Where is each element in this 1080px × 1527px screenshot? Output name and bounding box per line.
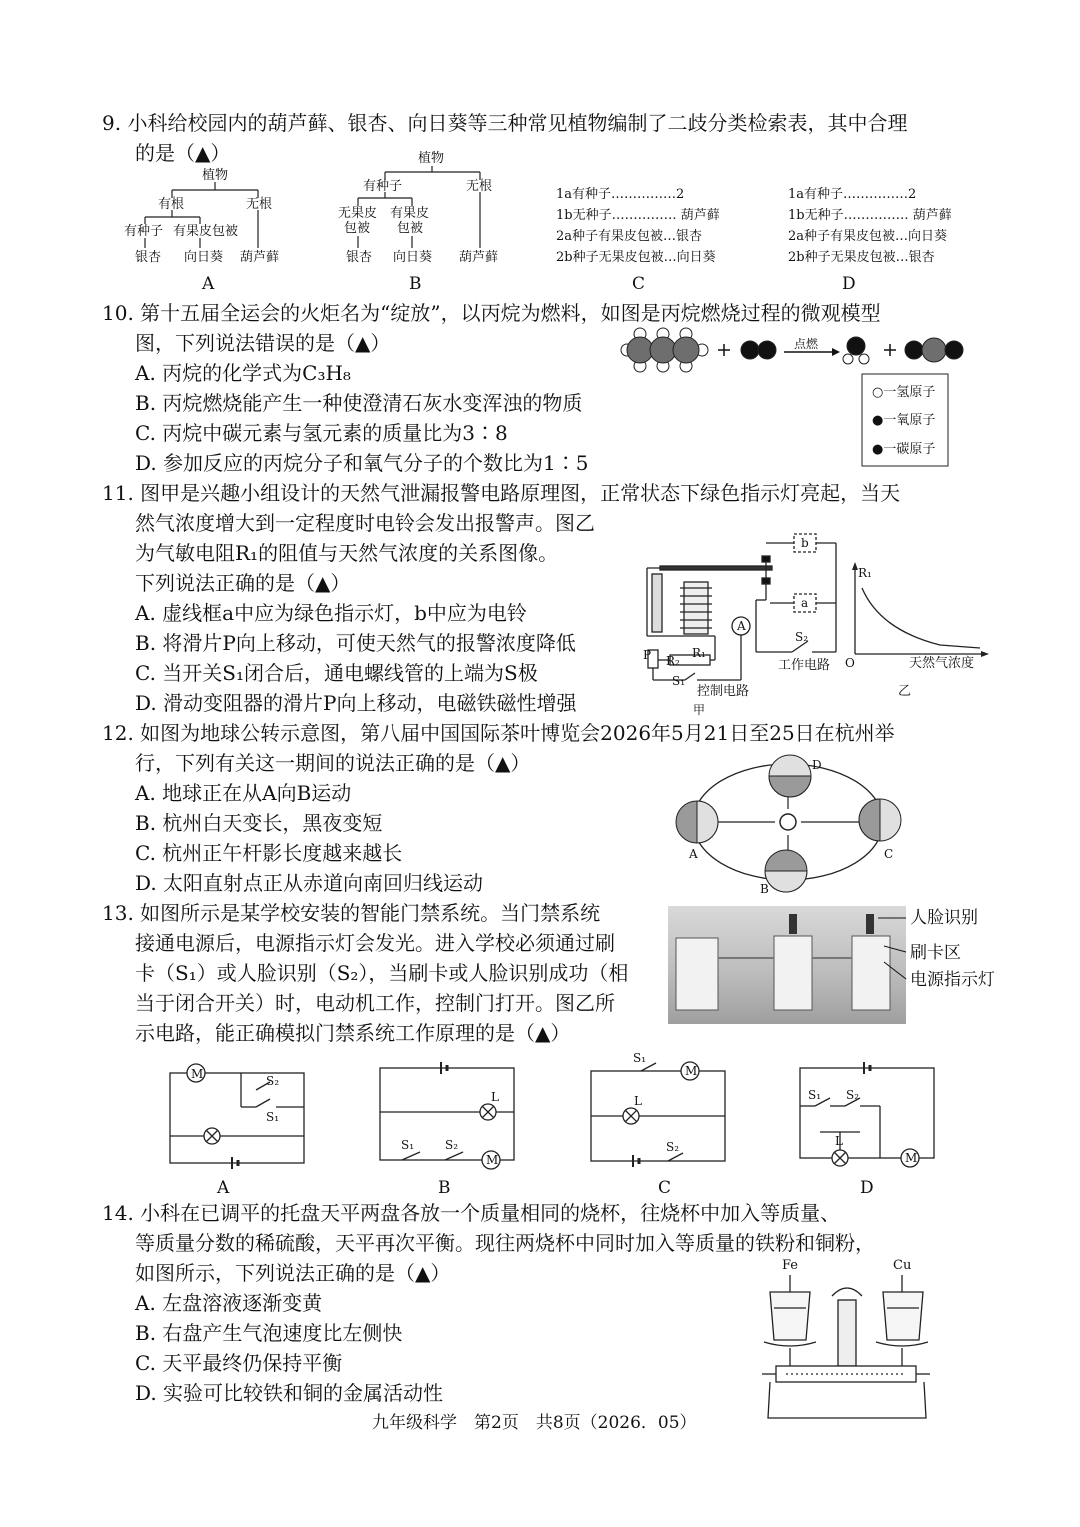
q10-option-d: D. 参加反应的丙烷分子和氧气分子的个数比为1∶5 [135,451,589,475]
q13-a-s1: S₁ [266,1110,280,1124]
q11-stem-line4: 下列说法正确的是（▲） [135,571,351,595]
q11-box-a: a [801,596,809,610]
q9-c-line3: 2a种子有果皮包被…银杏 [556,229,703,244]
q13-stem-line5: 示电路，能正确模拟门禁系统工作原理的是（▲） [135,1021,571,1045]
q11-label-yi: 乙 [898,684,912,699]
q12-stem-line1: 12. 如图为地球公转示意图，第八届中国国际茶叶博览会2026年5月21日至25日在杭州举 [102,721,895,745]
q9-c-line2: 1b无种子…………… 葫芦藓 [556,208,720,223]
q13-a-motor: M [191,1067,204,1081]
q11-ammeter: A [737,619,746,633]
q13-d-motor: M [905,1151,918,1165]
q9-d-label: D [842,274,856,294]
q9-b-label: B [409,274,422,294]
q12-label-b: B [760,882,769,896]
q11-option-c: C. 当开关S₁闭合后，通电螺线管的上端为S极 [135,661,538,685]
q14-stem-line3: 如图所示，下列说法正确的是（▲） [135,1261,451,1285]
q14-label-fe: Fe [782,1258,799,1273]
q9-c-line1: 1a有种子……………2 [556,187,685,202]
q9-a-no-root: 无根 [246,197,273,212]
q13-c-s2: S₂ [666,1140,680,1154]
q9-d-line3: 2a种子有果皮包被…向日葵 [788,229,948,244]
q9-a-has-root: 有根 [158,197,185,212]
q13-stem-line4: 当于闭合开关）时，电动机工作，控制门打开。图乙所 [135,991,615,1015]
q13-d-lamp: L [835,1134,843,1148]
q9-a-has-peel: 有果皮包被 [173,224,239,239]
q10-option-a: A. 丙烷的化学式为C₃H₈ [135,361,351,385]
q13-label-face: 人脸识别 [910,908,978,928]
q13-circuit-a-label: A [217,1178,230,1198]
q13-stem-line1: 13. 如图所示是某学校安装的智能门禁系统。当门禁系统 [102,901,601,925]
q13-circuit-b-label: B [438,1178,451,1198]
q14-stem-line1: 14. 小科在已调平的托盘天平两盘各放一个质量相同的烧杯，往烧杯中加入等质量、 [102,1201,841,1225]
q11-stem-line3: 为气敏电阻R₁的阻值与天然气浓度的关系图像。 [135,541,559,565]
q9-b-has-peel-1: 有果皮 [390,206,430,221]
q13-label-card: 刷卡区 [910,943,961,963]
q12-option-d: D. 太阳直射点正从赤道向南回归线运动 [135,871,484,895]
q11-slider-p: P [643,648,652,662]
q11-switch-s2: S₂ [795,630,809,644]
q10-stem-line1: 10. 第十五届全运会的火炬名为“绽放”，以丙烷为燃料，如图是丙烷燃烧过程的微观模型 [102,301,881,325]
q11-stem-line2: 然气浓度增大到一定程度时电铃会发出报警声。图乙 [135,511,595,535]
q12-label-a: A [689,847,698,861]
q13-label-power: 电源指示灯 [910,970,995,990]
q13-stem-line2: 接通电源后，电源指示灯会发光。进入学校必须通过刷 [135,931,615,955]
q13-b-lamp: L [491,1090,499,1104]
q14-option-a: A. 左盘溶液逐渐变黄 [135,1291,323,1315]
q9-a-has-seed: 有种子 [124,224,164,239]
q9-b-ginkgo: 银杏 [346,250,373,265]
q12-label-c: C [884,847,894,861]
q10-legend-carbon: ●一碳原子 [872,442,936,457]
q11-r1: R₁ [692,646,706,660]
q13-d-s2: S₂ [846,1088,860,1102]
q13-d-s1: S₁ [808,1088,822,1102]
q12-option-b: B. 杭州白天变长，黑夜变短 [135,811,383,835]
q9-a-sunflower: 向日葵 [184,250,224,265]
q9-stem-line2: 的是（▲） [135,141,231,165]
q10-legend-hydrogen: ○一氢原子 [872,385,936,400]
q9-b-no-root: 无根 [466,179,493,194]
q9-d-line2: 1b无种子…………… 葫芦藓 [788,208,952,223]
q11-switch-s1: S₁ [672,674,686,688]
q13-c-motor: M [685,1064,698,1078]
q14-option-d: D. 实验可比较铁和铜的金属活动性 [135,1381,444,1405]
q13-b-motor: M [486,1153,499,1167]
q9-d-line1: 1a有种子……………2 [788,187,917,202]
q12-stem-line2: 行，下列有关这一期间的说法正确的是（▲） [135,751,531,775]
q13-c-lamp: L [634,1094,642,1108]
q11-work-circuit: 工作电路 [778,658,831,673]
q9-b-has-peel-2: 包被 [397,221,424,236]
q12-label-d: D [812,758,822,772]
q14-option-b: B. 右盘产生气泡速度比左侧快 [135,1321,403,1345]
q9-b-sunflower: 向日葵 [393,250,433,265]
q9-b-root: 植物 [418,151,445,166]
page-footer: 九年级科学 第2页 共8页（2026．05） [372,1413,697,1433]
q13-b-s1: S₁ [401,1138,415,1152]
q9-c-line4: 2b种子无果皮包被…向日葵 [556,250,716,265]
q9-d-line4: 2b种子无果皮包被…银杏 [788,250,935,265]
q11-graph-origin: O [845,656,855,670]
q13-stem-line3: 卡（S₁）或人脸识别（S₂），当刷卡或人脸识别成功（相 [135,961,629,985]
q11-graph-y-label: R₁ [858,566,872,580]
q11-option-a: A. 虚线框a中应为绿色指示灯，b中应为电铃 [135,601,527,625]
q9-b-has-seed: 有种子 [363,179,403,194]
q14-option-c: C. 天平最终仍保持平衡 [135,1351,343,1375]
q11-stem-line1: 11. 图甲是兴趣小组设计的天然气泄漏报警电路原理图，正常状态下绿色指示灯亮起，当天 [102,481,901,505]
q12-option-c: C. 杭州正午杆影长度越来越长 [135,841,403,865]
q9-b-no-peel-2: 包被 [344,221,371,236]
q10-option-c: C. 丙烷中碳元素与氢元素的质量比为3∶8 [135,421,508,445]
q14-stem-line2: 等质量分数的稀硫酸，天平再次平衡。现往两烧杯中同时加入等质量的铁粉和铜粉， [135,1231,875,1255]
q11-control-circuit: 控制电路 [697,684,750,699]
q11-option-d: D. 滑动变阻器的滑片P向上移动，电磁铁磁性增强 [135,691,577,715]
q10-arrow-label: 点燃 [794,337,819,351]
q13-b-s2: S₂ [445,1138,459,1152]
q13-circuit-d-label: D [860,1178,874,1198]
q10-option-b: B. 丙烷燃烧能产生一种使澄清石灰水变浑浊的物质 [135,391,583,415]
q9-c-label: C [632,274,646,294]
q11-graph-x-label: 天然气浓度 [909,656,975,671]
q10-stem-line2: 图，下列说法错误的是（▲） [135,331,391,355]
q11-box-b: b [801,536,809,550]
q9-a-label: A [202,274,215,294]
q9-a-root: 植物 [202,168,229,183]
q11-option-b: B. 将滑片P向上移动，可使天然气的报警浓度降低 [135,631,576,655]
q12-option-a: A. 地球正在从A向B运动 [135,781,352,805]
q9-b-moss: 葫芦藓 [459,250,499,265]
q11-r2: R₂ [666,654,680,668]
q11-label-jia: 甲 [693,703,706,717]
q13-a-s2: S₂ [266,1074,280,1088]
q10-legend-oxygen: ●一氧原子 [872,413,936,428]
q13-c-s1: S₁ [633,1051,647,1065]
q14-label-cu: Cu [893,1258,912,1273]
q9-stem-line1: 9. 小科给校园内的葫芦藓、银杏、向日葵等三种常见植物编制了二歧分类检索表，其中合理 [102,111,908,135]
q9-a-moss: 葫芦藓 [240,250,280,265]
q13-circuit-c-label: C [658,1178,672,1198]
q9-b-no-peel-1: 无果皮 [338,206,378,221]
q9-a-ginkgo: 银杏 [135,250,162,265]
